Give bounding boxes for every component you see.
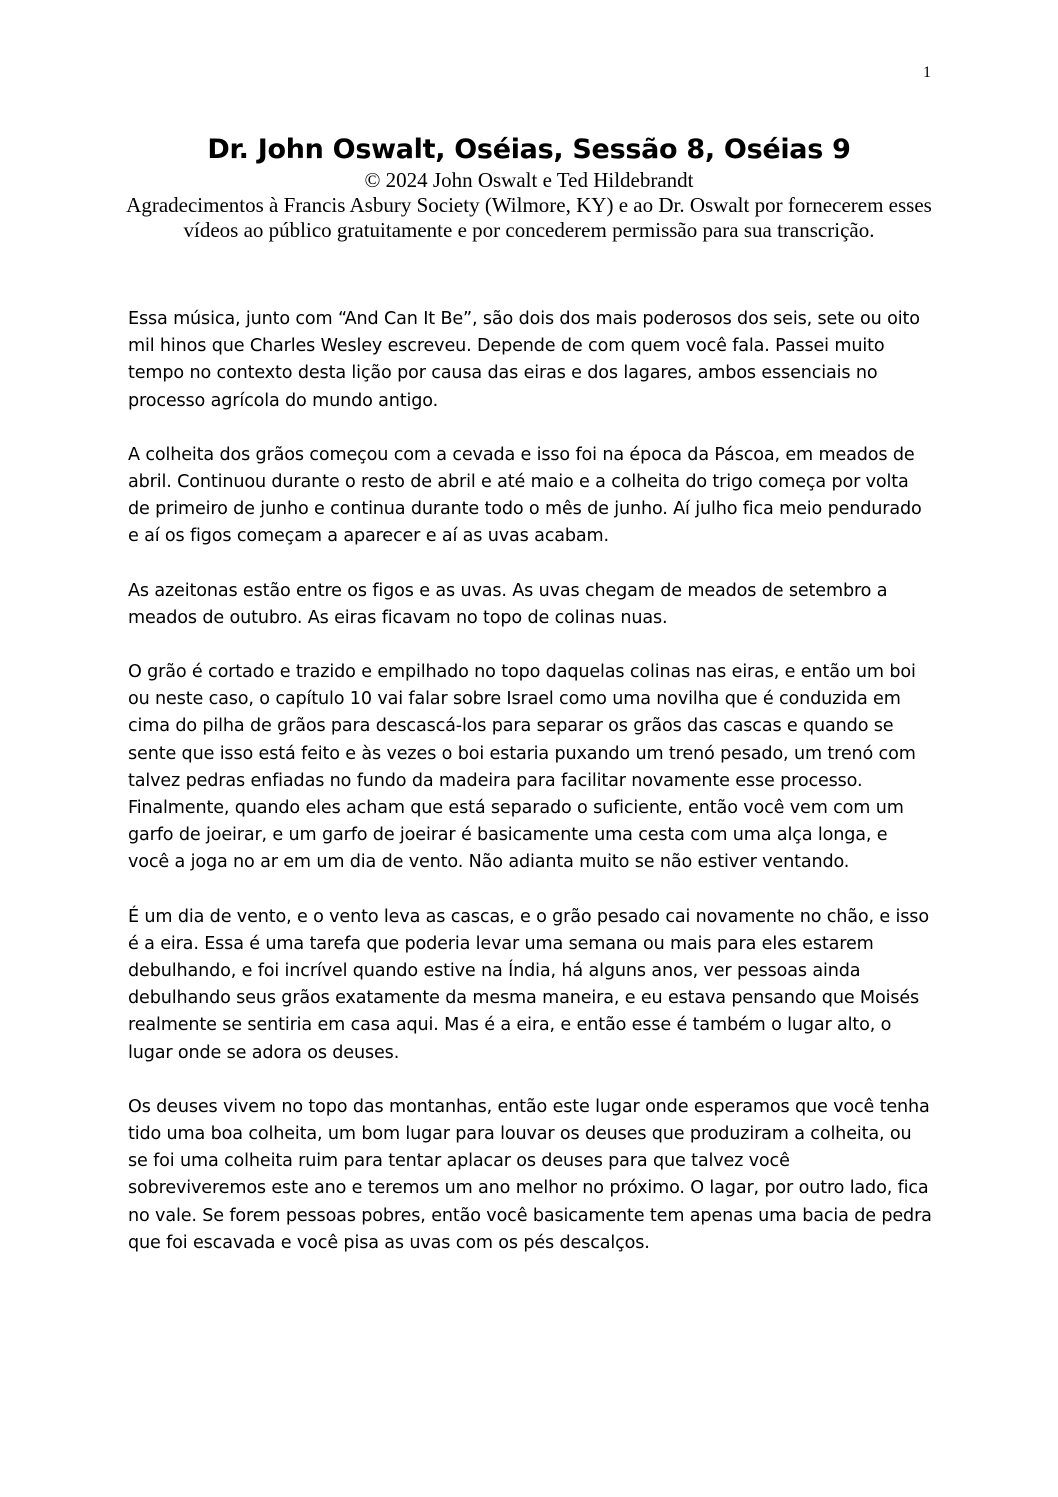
acknowledgment-text: Agradecimentos à Francis Asbury Society (Wilmore, KY) e ao Dr. Oswalt por fornecerem esses vídeos ao público gratuitamente e por concederem permissão para sua transcrição. (126, 193, 932, 242)
transcript-body (128, 306, 933, 1284)
paragraph: Essa música, junto com “And Can It Be”, são dois dos mais poderosos dos seis, sete ou oito mil hinos que Charles Wesley escreveu. Depende de com quem você fala. Passei muito tempo no contexto desta lição por causa das eiras e dos lagares, ambos essenciais no processo agrícola do mundo antigo. (128, 309, 920, 411)
copyright-line: © 2024 John Oswalt e Ted Hildebrandt (364, 168, 694, 192)
paragraph: Os deuses vivem no topo das montanhas, então este lugar onde esperamos que você tenha tido uma boa colheita, um bom lugar para louvar os deuses que produziram a colheita, ou se foi uma colheita ruim para tentar aplacar os deuses para que talvez você sobreviveremos este ano e teremos um ano melhor no próximo. O lagar, por outro lado, fica no vale. Se forem pessoas pobres, então você basicamente tem apenas uma bacia de pedra que foi escavada e você pisa as uvas com os pés descalços. (128, 1096, 932, 1253)
paragraph: É um dia de vento, e o vento leva as cascas, e o grão pesado cai novamente no chão, e isso é a eira. Essa é uma tarefa que poderia levar uma semana ou mais para eles estarem debulhando, e foi incrível quando estive na Índia, há alguns anos, ver pessoas ainda debulhando seus grãos exatamente da mesma maneira, e eu estava pensando que Moisés realmente se sentiria em casa aqui. Mas é a eira, e então esse é também o lugar alto, o lugar onde se adora os deuses. (128, 906, 929, 1063)
page-number: 1 (923, 64, 931, 81)
document-title: Dr. John Oswalt, Oséias, Sessão 8, Oséias 9 (207, 134, 851, 165)
paragraph: O grão é cortado e trazido e empilhado no topo daquelas colinas nas eiras, e então um boi ou neste caso, o capítulo 10 vai falar sobre Israel como uma novilha que é conduzida em cima do pilha de grãos para descascá-los para separar os grãos das cascas e quando se sente que isso está feito e às vezes o boi estaria puxando um trenó pesado, um trenó com talvez pedras enfiadas no fundo da madeira para facilitar novamente esse processo. Finalmente, quando eles acham que está separado o suficiente, então você vem com um garfo de joeirar, e um garfo de joeirar é basicamente uma cesta com uma alça longa, e você a joga no ar em um dia de vento. Não adianta muito se não estiver ventando. (128, 662, 916, 873)
paragraph: As azeitonas estão entre os figos e as uvas. As uvas chegam de meados de setembro a meados de outubro. As eiras ficavam no topo de colinas nuas. (128, 580, 888, 628)
paragraph: A colheita dos grãos começou com a cevada e isso foi na época da Páscoa, em meados de abril. Continuou durante o resto de abril e até maio e a colheita do trigo começa por volta de primeiro de junho e continua durante todo o mês de junho. Aí julho fica meio pendurado e aí os figos começam a aparecer e aí as uvas acabam. (128, 444, 922, 547)
document-header (100, 132, 958, 243)
